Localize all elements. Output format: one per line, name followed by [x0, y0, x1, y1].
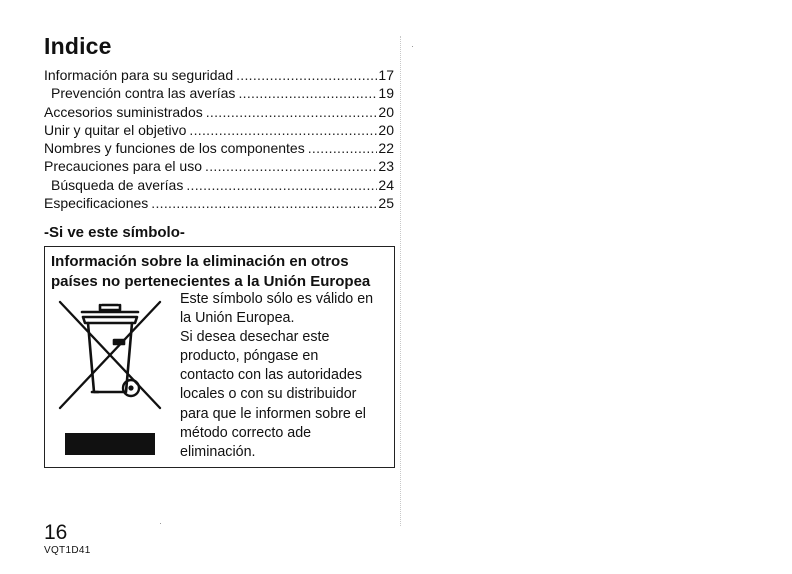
- toc-entry: [44, 84, 394, 102]
- toc-entry-page: 22: [378, 140, 394, 157]
- notice-title: [51, 252, 391, 291]
- toc-entry-label: Especificaciones: [44, 195, 149, 212]
- toc-entry: [44, 139, 394, 157]
- document-code: VQT1D41: [44, 545, 91, 556]
- notice-title-line: Información sobre la eliminación en otros: [51, 253, 349, 270]
- toc-entry-label: Accesorios suministrados: [44, 103, 203, 120]
- toc-entry-page: 23: [378, 158, 394, 175]
- toc-entry-label: Nombres y funciones de los componentes: [44, 140, 305, 157]
- toc-dot-leader: [189, 121, 377, 139]
- toc-entry-label: Precauciones para el uso: [44, 158, 202, 175]
- toc-entry-page: 20: [378, 103, 394, 120]
- toc-entry-page: 24: [378, 176, 394, 193]
- toc-dot-leader: [308, 139, 378, 157]
- toc-entry-label: Unir y quitar el objetivo: [44, 121, 187, 138]
- toc-entry-page: 25: [378, 195, 394, 212]
- notice-body-line: locales o con su distribuidor: [180, 386, 357, 403]
- notice-body: [180, 290, 392, 462]
- toc-dot-leader: [238, 84, 377, 102]
- notice-title-line: países no pertenecientes a la Unión Europea: [51, 272, 371, 290]
- scan-speck: [412, 46, 413, 47]
- notice-body-line: contacto con las autoridades: [180, 367, 363, 384]
- toc-entry-label: Búsqueda de averías: [51, 176, 184, 193]
- toc-dot-leader: [205, 157, 377, 175]
- notice-body-line: Este símbolo sólo es válido en: [180, 291, 374, 307]
- notice-body-line: para que le informen sobre el: [180, 405, 366, 422]
- notice-body-line: producto, póngase en: [180, 348, 319, 365]
- table-of-contents: [44, 66, 394, 212]
- toc-entry: [44, 176, 394, 194]
- page-number: 16: [44, 521, 68, 544]
- toc-entry-label: Información para su seguridad: [44, 67, 234, 83]
- toc-entry: [44, 66, 394, 84]
- toc-dot-leader: [151, 194, 377, 212]
- toc-dot-leader: [186, 176, 377, 194]
- toc-entry: [44, 103, 394, 121]
- notice-body-line: eliminación.: [180, 443, 256, 460]
- toc-entry: [44, 121, 394, 139]
- disposal-notice-box: [44, 246, 395, 468]
- symbol-section-heading: -Si ve este símbolo-: [44, 224, 185, 241]
- toc-entry-label: Prevención contra las averías: [51, 85, 236, 102]
- toc-entry-page: 17: [378, 67, 394, 83]
- page-fold-divider: [400, 36, 401, 526]
- notice-body-line: método correcto ade: [180, 424, 312, 441]
- notice-body-line: la Unión Europea.: [180, 310, 295, 327]
- toc-entry: [44, 157, 394, 175]
- crossed-out-wheelie-bin-icon: [56, 298, 164, 412]
- notice-body-line: Si desea desechar este: [180, 329, 330, 346]
- separate-collection-bar: [65, 433, 155, 455]
- page-title: Indice: [44, 33, 112, 59]
- toc-entry-page: 19: [378, 85, 394, 102]
- toc-entry: [44, 194, 394, 212]
- scan-speck: [160, 523, 161, 524]
- toc-dot-leader: [236, 66, 377, 84]
- toc-dot-leader: [206, 103, 378, 121]
- toc-entry-page: 20: [378, 121, 394, 138]
